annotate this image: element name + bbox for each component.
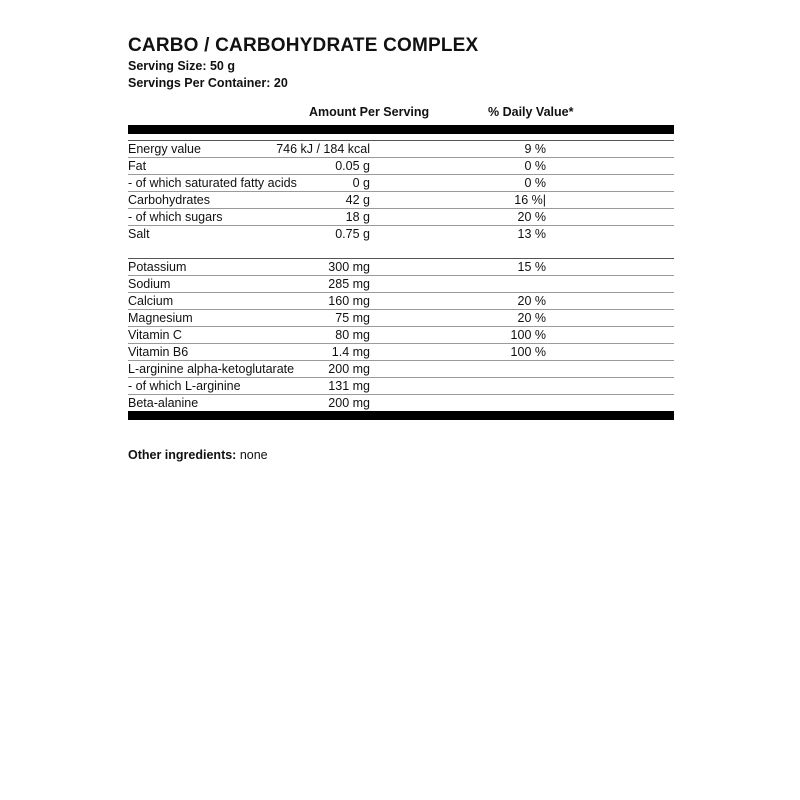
nutrient-row [128, 378, 674, 395]
nutrient-daily-value: 13 % [517, 227, 546, 241]
nutrient-amount: 0.05 g [335, 159, 370, 173]
nutrient-name: Beta-alanine [128, 396, 199, 410]
nutrient-row [128, 209, 674, 226]
nutrient-row [128, 192, 674, 209]
amount-per-serving-header: Amount Per Serving [309, 105, 430, 119]
nutrient-amount: 285 mg [328, 277, 370, 291]
nutrition-label [128, 34, 674, 420]
nutrient-row [128, 344, 674, 361]
nutrient-name: Salt [128, 227, 150, 241]
nutrient-name: L-arginine alpha-ketoglutarate [128, 362, 295, 376]
nutrient-row [128, 310, 674, 327]
nutrient-amount: 18 g [345, 210, 370, 224]
nutrient-row [128, 175, 674, 192]
nutrient-daily-value: 20 % [517, 311, 546, 325]
nutrient-name: - of which sugars [128, 210, 223, 224]
nutrient-amount: 746 kJ / 184 kcal [276, 142, 370, 156]
other-ingredients [128, 448, 268, 462]
nutrient-row [128, 327, 674, 344]
nutrient-amount: 300 mg [328, 260, 370, 274]
nutrient-row [128, 361, 674, 378]
other-ingredients-value: none [239, 448, 268, 462]
daily-value-header: % Daily Value* [488, 105, 574, 119]
nutrient-daily-value: 16 %| [514, 193, 546, 207]
nutrient-amount: 160 mg [328, 294, 370, 308]
nutrient-row [128, 141, 674, 158]
nutrient-amount: 0.75 g [335, 227, 370, 241]
nutrient-name: Vitamin B6 [128, 345, 189, 359]
column-headers [128, 105, 674, 125]
bottom-thick-rule [128, 411, 674, 420]
nutrient-row [128, 395, 674, 411]
nutrient-name: - of which saturated fatty acids [128, 176, 297, 190]
header-gap [128, 134, 674, 141]
nutrient-daily-value: 20 % [517, 210, 546, 224]
serving-size: Serving Size: 50 g [128, 59, 235, 73]
nutrient-amount: 80 mg [335, 328, 370, 342]
nutrient-amount: 200 mg [328, 396, 370, 410]
nutrient-row [128, 276, 674, 293]
nutrient-name: Magnesium [128, 311, 193, 325]
nutrient-name: Potassium [128, 260, 187, 274]
section-spacer [128, 242, 674, 259]
nutrient-name: Calcium [128, 294, 174, 308]
nutrient-name: Carbohydrates [128, 193, 210, 207]
nutrient-row [128, 293, 674, 310]
macronutrient-rows [128, 141, 674, 242]
nutrient-amount: 131 mg [328, 379, 370, 393]
nutrient-name: Sodium [128, 277, 171, 291]
nutrient-row [128, 158, 674, 175]
nutrient-daily-value: 15 % [517, 260, 546, 274]
nutrient-daily-value: 0 % [524, 176, 546, 190]
servings-per-container: Servings Per Container: 20 [128, 76, 288, 90]
nutrient-amount: 200 mg [328, 362, 370, 376]
nutrient-daily-value: 100 % [510, 328, 546, 342]
top-thick-rule [128, 125, 674, 134]
nutrient-daily-value: 20 % [517, 294, 546, 308]
nutrient-amount: 1.4 mg [331, 345, 370, 359]
nutrient-daily-value: 9 % [524, 142, 546, 156]
nutrient-name: - of which L-arginine [128, 379, 241, 393]
nutrient-name: Energy value [128, 142, 201, 156]
nutrient-amount: 0 g [352, 176, 370, 190]
micronutrient-rows [128, 259, 674, 411]
nutrient-name: Vitamin C [128, 328, 182, 342]
nutrient-row [128, 259, 674, 276]
nutrient-daily-value: 100 % [510, 345, 546, 359]
other-ingredients-label: Other ingredients: [128, 448, 237, 462]
nutrient-row [128, 226, 674, 242]
nutrient-name: Fat [128, 159, 147, 173]
product-title: CARBO / CARBOHYDRATE COMPLEX [128, 35, 479, 56]
nutrient-amount: 42 g [345, 193, 370, 207]
nutrient-amount: 75 mg [335, 311, 370, 325]
nutrient-daily-value: 0 % [524, 159, 546, 173]
